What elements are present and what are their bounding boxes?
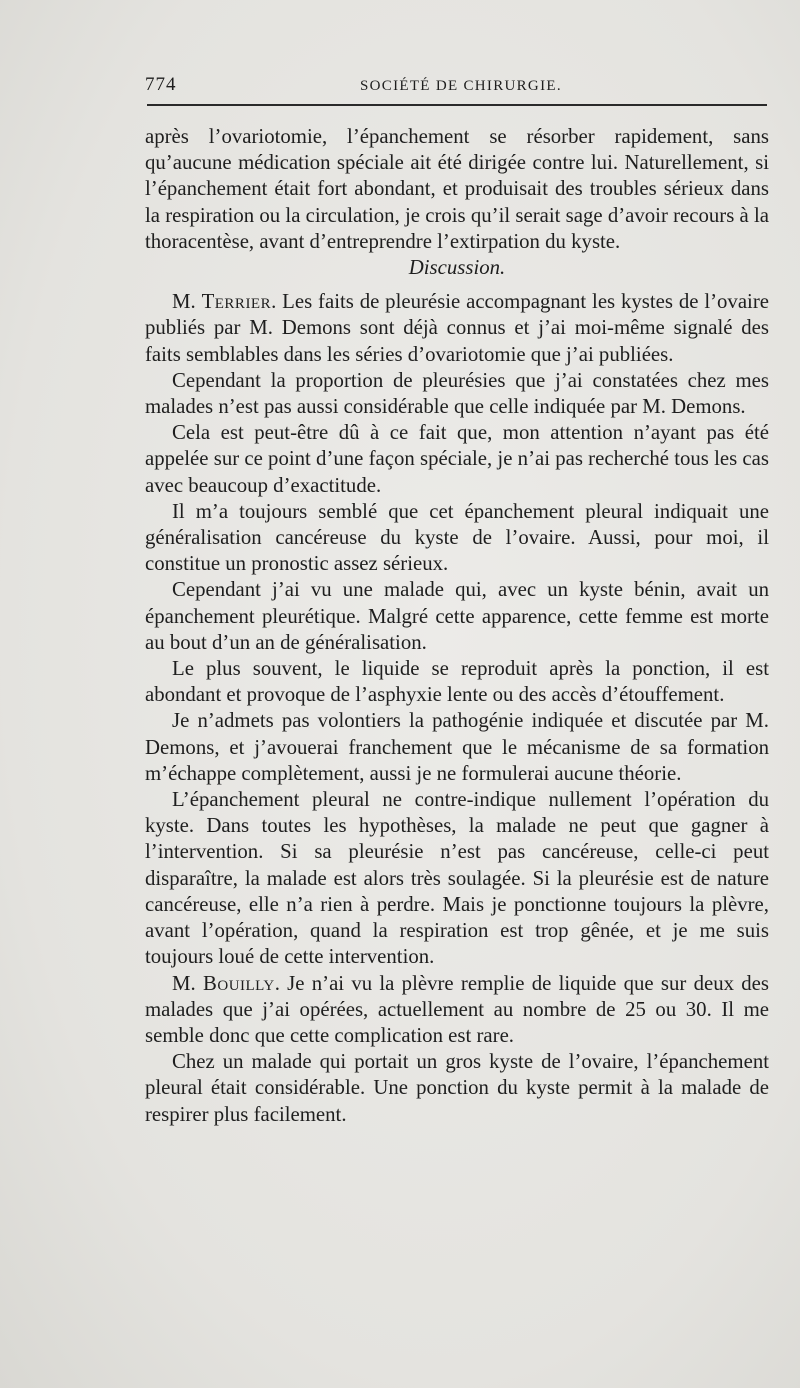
paragraph-text: . Je n’ai vu la plèvre remplie de liquide que sur deux des malades que j’ai opérées, actuellement au nombre de 25 ou 30. Il me semble donc que cette complication est rare. (145, 971, 770, 1047)
paragraph: Cependant j’ai vu une malade qui, avec un kyste bénin, avait un épanchement pleurétique. Malgré cette apparence, cette femme est morte au bout d’un an de généralisation. (145, 578, 769, 654)
body-text (145, 124, 769, 1128)
speaker-title: M. (172, 290, 196, 314)
paragraph-terrier-intro (145, 289, 769, 368)
speaker-name-terrier: Terrier (201, 290, 272, 314)
paragraph-bouilly-intro (145, 971, 769, 1050)
header-rule (147, 104, 767, 106)
speaker-title: M. (172, 971, 196, 995)
paragraph-text: . Les faits de pleurésie accompagnant les kystes de l’ovaire publiés par M. Demons sont déjà connus et j’ai moi-même signalé des faits semblables dans les séries d’ovariotomie que j’ai publiées. (145, 290, 769, 366)
paragraph: L’épanchement pleural ne contre-indique nullement l’opération du kyste. Dans toutes les hypothèses, la malade ne peut que gagner à l’intervention. Si sa pleurésie n’est pas cancéreuse, celle-ci peut disparaître, la malade est alors très soulagée. Si la pleurésie est de nature cancéreuse, elle n’a rien à perdre. Mais je ponctionne toujours la plèvre, avant l’opération, quand la respiration est trop gênée, et je me suis toujours loué de cette intervention. (145, 788, 769, 969)
paragraph: Je n’admets pas volontiers la pathogénie indiquée et discutée par M. Demons, et j’avouerai franchement que le mécanisme de sa formation m’échappe complètement, aussi je ne formulerai aucune théorie. (145, 709, 769, 785)
paragraph-continuation: après l’ovariotomie, l’épanchement se résorber rapidement, sans qu’aucune médication spéciale ait été dirigée contre lui. Naturellement, si l’épanchement était fort abondant, et produisait des troubles sérieux dans la respiration ou la circulation, je crois qu’il serait sage d’avoir recours à la thoracentèse, avant d’entreprendre l’extirpation du kyste. (145, 125, 769, 253)
paragraph: Cela est peut-être dû à ce fait que, mon attention n’ayant pas été appelée sur ce point d’une façon spéciale, je n’ai pas recherché tous les cas avec beaucoup d’exactitude. (145, 421, 769, 497)
page-number: 774 (145, 74, 177, 95)
paragraph: Il m’a toujours semblé que cet épanchement pleural indiquait une généralisation cancéreuse du kyste de l’ovaire. Aussi, pour moi, il constitue un pronostic assez sérieux. (145, 499, 769, 576)
paragraph: Cependant la proportion de pleurésies que j’ai constatées chez mes malades n’est pas aussi considérable que celle indiquée par M. Demons. (145, 368, 769, 419)
section-heading-discussion: Discussion. (408, 256, 506, 280)
speaker-name-bouilly: Bouilly (202, 971, 275, 995)
page-header (145, 74, 767, 98)
running-head: SOCIÉTÉ DE CHIRURGIE. (360, 78, 562, 94)
paragraph: Chez un malade qui portait un gros kyste de l’ovaire, l’épanchement pleural était considérable. Une ponction du kyste permit à la malade de respirer plus facilement. (145, 1050, 769, 1126)
paragraph: Le plus souvent, le liquide se reproduit après la ponction, il est abondant et provoque de l’asphyxie lente ou des accès d’étouffement. (145, 657, 769, 707)
